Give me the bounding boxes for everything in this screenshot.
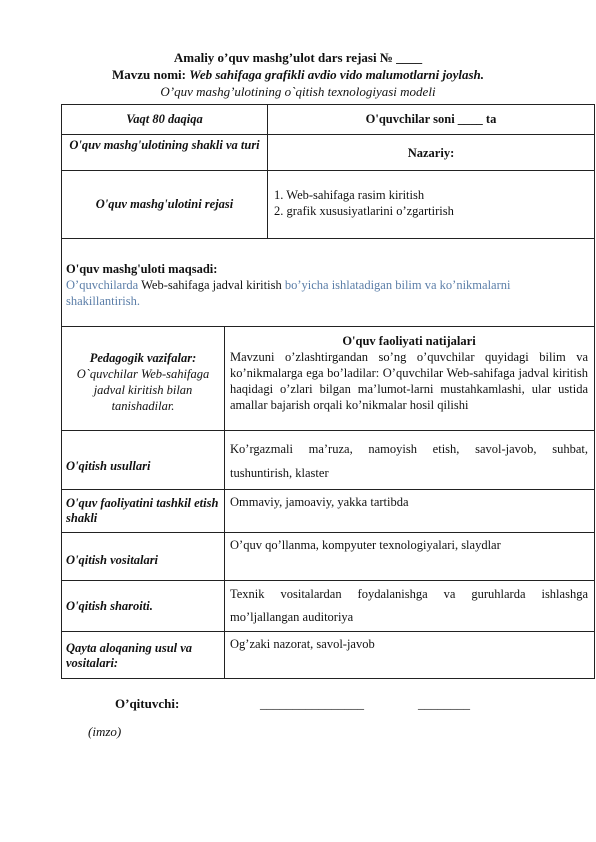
- learning-results: [230, 333, 588, 413]
- document-title: Amaliy o’quv mashg’ulot dars rejasi № ____: [173, 50, 423, 65]
- plan-item: 1. Web-sahifaga rasim kiritish: [274, 188, 425, 202]
- pedagogical-tasks: [62, 350, 224, 414]
- results-text: Mavzuni o’zlashtirgandan so’ng o’quvchilar quyidagi bilim va ko’nikmalarga ega bo’ladilar: O’quvchilar Web-sahifaga jadval kiritish haqidagi o’zlari bilgan ma’lumot-larni mustahkamlashi, ular ustida amallar bajarish orqali ko’nikmalar hosil qilishi: [230, 350, 588, 412]
- tasks-text: O`quvchilar Web-sahifaga jadval kiritish bilan tanishadilar.: [76, 367, 210, 413]
- teacher-label: O’qituvchi:: [115, 696, 180, 711]
- topic-name: Web sahifaga grafikli avdio vido malumotlarni joylash.: [189, 67, 485, 82]
- activity-form-label: O'quv faoliyatini tashkil etish shakli: [66, 496, 219, 525]
- teaching-conditions-label: O'qitish sharoiti.: [66, 599, 153, 613]
- lesson-form-value: Nazariy:: [407, 146, 455, 160]
- teacher-name-line: ________________: [260, 696, 364, 711]
- topic-line: [0, 67, 596, 83]
- teaching-conditions-value: Texnik vositalardan foydalanishga va guruhlarda ishlashga mo’ljallangan auditoriya: [230, 587, 588, 624]
- tasks-label: Pedagogik vazifalar:: [89, 351, 197, 365]
- signature-caption: (imzo): [88, 724, 122, 739]
- feedback-value: Og’zaki nazorat, savol-javob: [230, 637, 375, 651]
- teaching-methods-value: Ko’rgazmali ma’ruza, namoyish etish, savol-javob, suhbat, tushuntirish, klaster: [230, 442, 588, 480]
- plan-item: 2. grafik xususiyatlarini o’zgartirish: [274, 204, 454, 218]
- goal-text-part1: O’quvchilarda: [66, 278, 139, 292]
- topic-label: Mavzu nomi:: [111, 67, 186, 82]
- goal-text-part3: bo’yicha ishlatadigan bilim va ko’nikmalarni shakillantirish.: [66, 278, 511, 308]
- goal-text-part2: Web-sahifaga jadval kiritish: [138, 278, 285, 292]
- time-cell: Vaqt 80 daqiqa: [126, 112, 203, 126]
- lesson-plan-label: O'quv mashg'ulotini rejasi: [95, 197, 234, 211]
- lesson-form-label: O'quv mashg'ulotining shakli va turi: [69, 138, 260, 152]
- document-subtitle: O’quv mashg’ulotining o`qitish texnologiyasi modeli: [160, 84, 436, 99]
- lesson-plan-list: [274, 187, 592, 219]
- results-label: O'quv faoliyati natijalari: [342, 334, 476, 348]
- feedback-label: Qayta aloqaning usul va vositalari:: [66, 641, 193, 670]
- students-count-cell: O'quvchilar soni ____ ta: [365, 112, 497, 126]
- teaching-methods-label: O'qitish usullari: [66, 459, 151, 473]
- goal-label: O'quv mashg'uloti maqsadi:: [66, 262, 218, 276]
- teaching-tools-value: O’quv qo’llanma, kompyuter texnologiyalari, slaydlar: [230, 538, 501, 552]
- teacher-signature-line: ________: [418, 696, 470, 711]
- lesson-goal: [66, 261, 586, 309]
- teaching-tools-label: O'qitish vositalari: [66, 553, 159, 567]
- activity-form-value: Ommaviy, jamoaviy, yakka tartibda: [230, 495, 409, 509]
